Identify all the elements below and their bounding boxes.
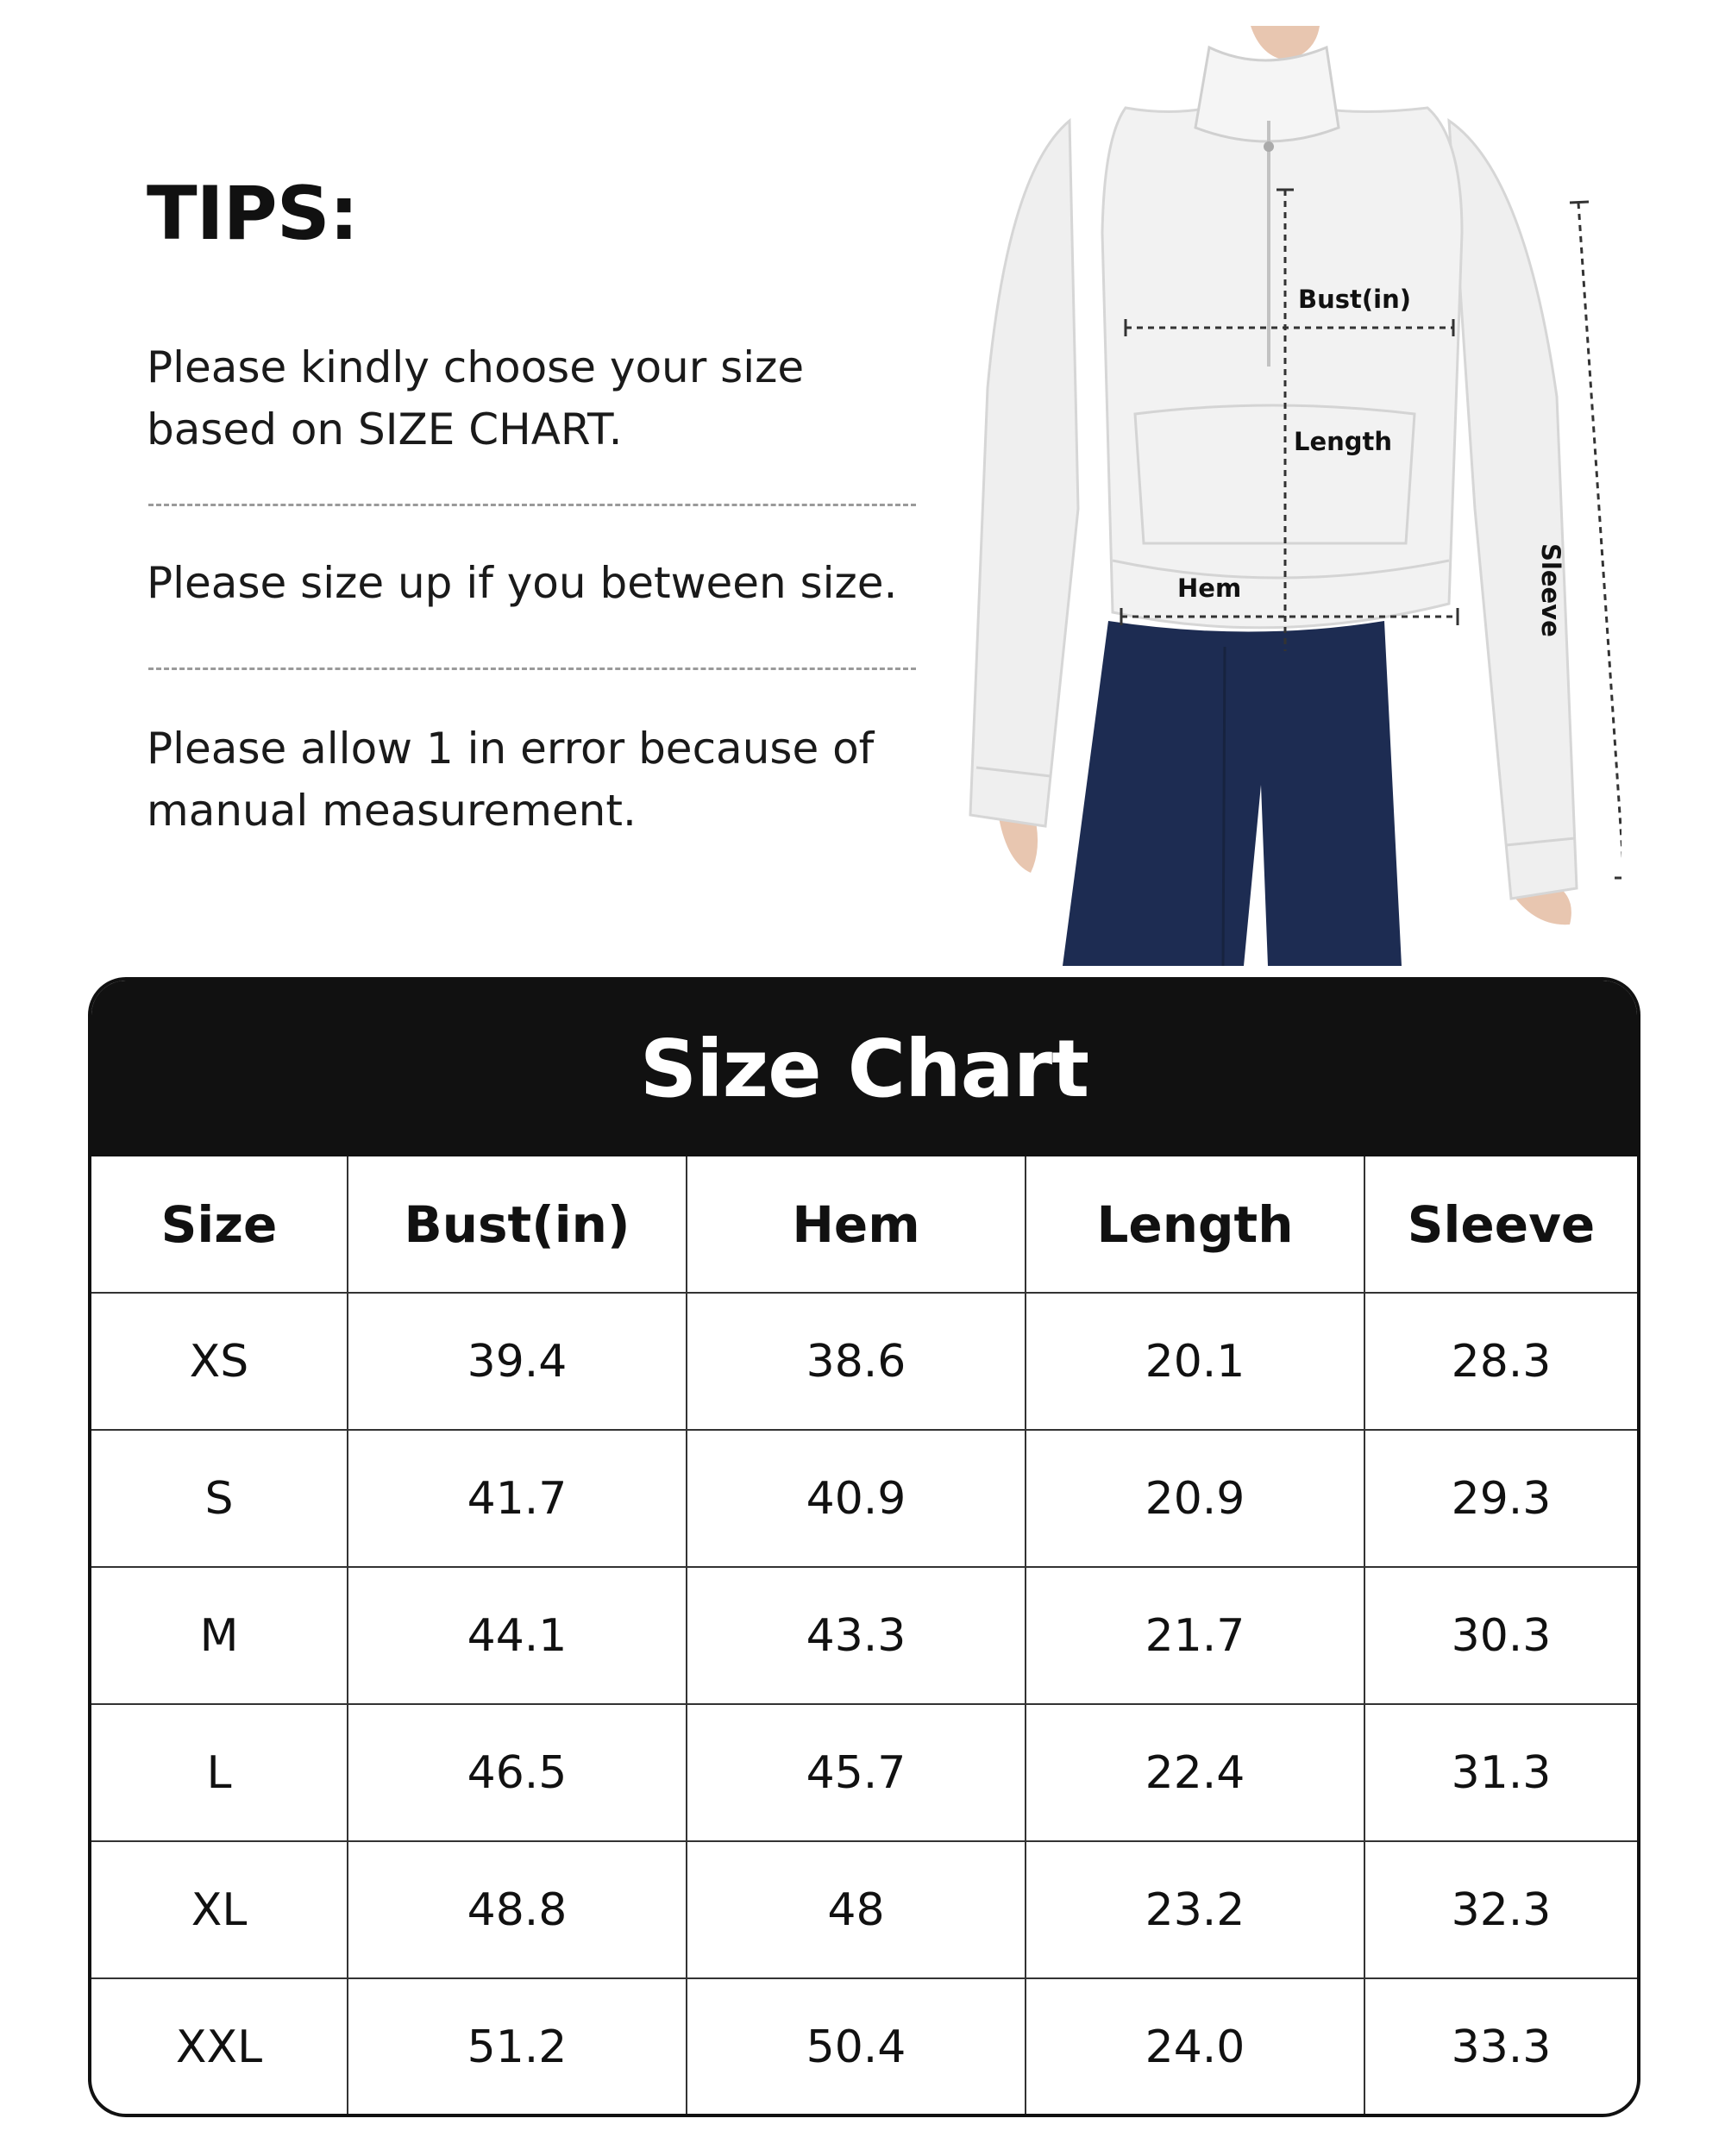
cell-length: 20.9 [1026, 1430, 1364, 1567]
cell-length: 23.2 [1026, 1841, 1364, 1978]
cell-size: L [91, 1704, 348, 1841]
table-row [91, 1430, 1637, 1567]
table-row [91, 1841, 1637, 1978]
cell-sleeve: 28.3 [1364, 1293, 1637, 1430]
cell-size: XXL [91, 1978, 348, 2115]
length-label: Length [1294, 427, 1393, 456]
left-hand [999, 818, 1038, 873]
cell-bust: 44.1 [348, 1567, 687, 1704]
cell-size: XL [91, 1841, 348, 1978]
pants [1063, 621, 1402, 966]
table-row [91, 1567, 1637, 1704]
column-header-length: Length [1026, 1156, 1364, 1293]
tip-size-chart: Please kindly choose your size based on SIZE CHART. [147, 342, 805, 454]
cell-sleeve: 32.3 [1364, 1841, 1637, 1978]
right-sleeve [1449, 121, 1577, 899]
tips-title: TIPS: [147, 171, 359, 257]
garment-drawing [966, 26, 1622, 966]
cell-hem: 45.7 [687, 1704, 1026, 1841]
sweatshirt-body [1102, 91, 1462, 628]
cell-size: S [91, 1430, 348, 1567]
cell-size: M [91, 1567, 348, 1704]
column-header-bust: Bust(in) [348, 1156, 687, 1293]
cell-sleeve: 31.3 [1364, 1704, 1637, 1841]
cell-length: 22.4 [1026, 1704, 1364, 1841]
cell-hem: 50.4 [687, 1978, 1026, 2115]
size-chart-title: Size Chart [91, 981, 1637, 1156]
hem-label: Hem [1177, 573, 1242, 603]
tip-size-up: Please size up if you between size. [147, 558, 898, 608]
garment-illustration [966, 26, 1622, 966]
table-row [91, 1293, 1637, 1430]
table-header-row [91, 1156, 1637, 1293]
cell-length: 21.7 [1026, 1567, 1364, 1704]
column-header-hem: Hem [687, 1156, 1026, 1293]
cell-hem: 43.3 [687, 1567, 1026, 1704]
tip-divider [148, 667, 916, 670]
cell-bust: 39.4 [348, 1293, 687, 1430]
left-sleeve [970, 121, 1078, 826]
cell-sleeve: 33.3 [1364, 1978, 1637, 2115]
column-header-size: Size [91, 1156, 348, 1293]
sleeve-measure-line [1578, 203, 1622, 878]
cell-bust: 41.7 [348, 1430, 687, 1567]
cell-bust: 48.8 [348, 1841, 687, 1978]
tip-measurement-error: Please allow 1 in error because of manual measurement. [147, 724, 875, 836]
bust-label: Bust(in) [1298, 285, 1411, 314]
table-row [91, 1978, 1637, 2115]
cell-hem: 38.6 [687, 1293, 1026, 1430]
tip-divider [148, 504, 916, 506]
cell-length: 20.1 [1026, 1293, 1364, 1430]
cell-bust: 51.2 [348, 1978, 687, 2115]
cell-size: XS [91, 1293, 348, 1430]
size-table [91, 1156, 1637, 2115]
column-header-sleeve: Sleeve [1364, 1156, 1637, 1293]
cell-hem: 48 [687, 1841, 1026, 1978]
sleeve-label: Sleeve [1536, 543, 1565, 637]
table-row [91, 1704, 1637, 1841]
cell-length: 24.0 [1026, 1978, 1364, 2115]
size-chart [88, 977, 1640, 2117]
cell-sleeve: 29.3 [1364, 1430, 1637, 1567]
cell-sleeve: 30.3 [1364, 1567, 1637, 1704]
cell-bust: 46.5 [348, 1704, 687, 1841]
cell-hem: 40.9 [687, 1430, 1026, 1567]
